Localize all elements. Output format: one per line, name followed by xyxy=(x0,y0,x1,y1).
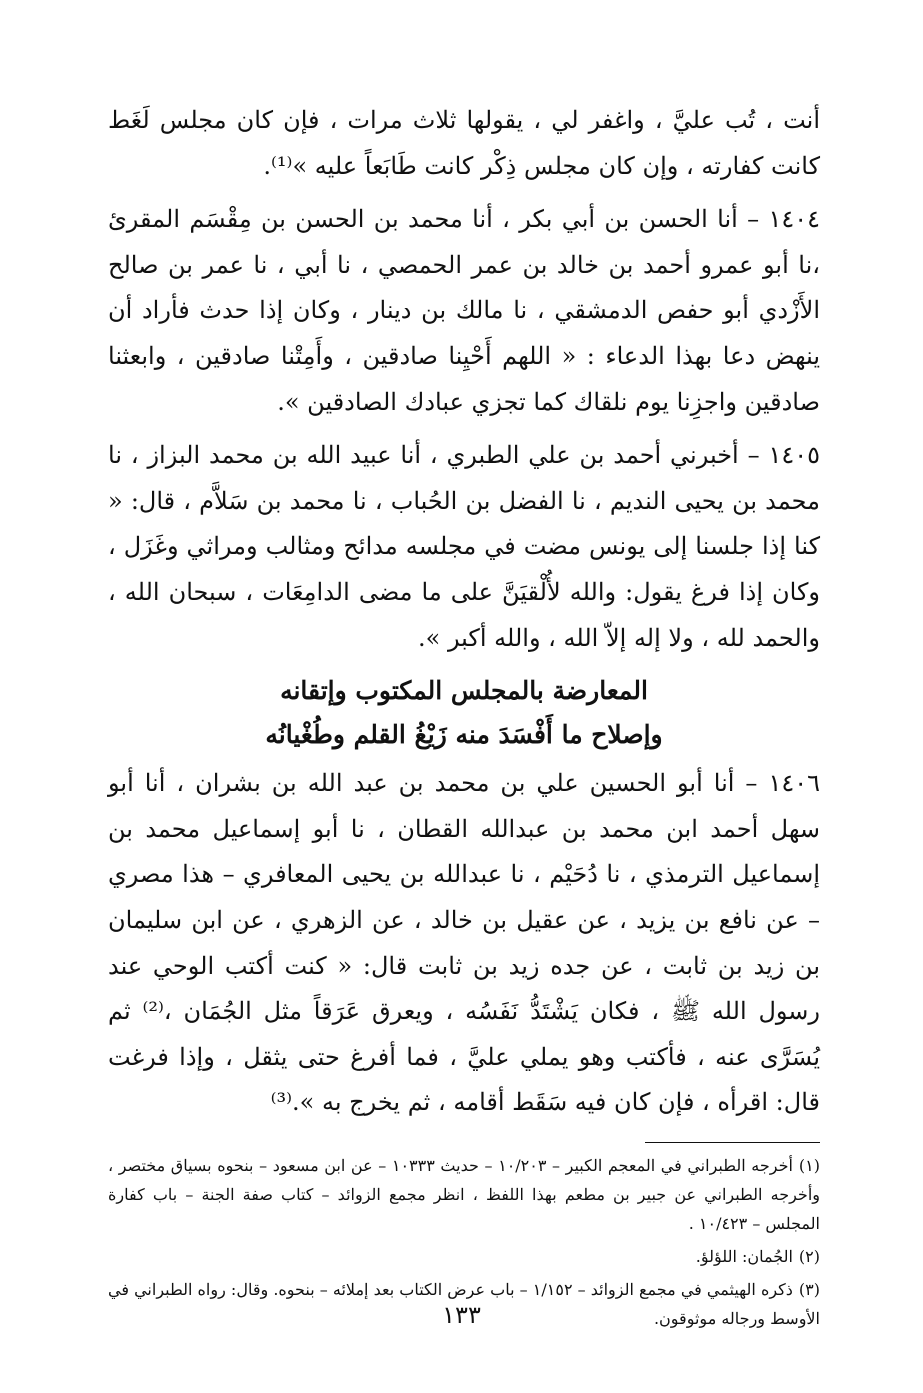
footnote-2 xyxy=(108,1242,820,1271)
section-heading-line-1: المعارضة بالمجلس المكتوب وإتقانه xyxy=(280,676,648,706)
footnote-text: أخرجه الطبراني في المعجم الكبير – ١٠/٢٠٣ – حديث ١٠٣٣٣ – عن ابن مسعود – بنحوه بسياق مختصر ، وأخرجه الطبراني عن جبير بن مطعم بهذا اللفظ ، انظر مجمع الزوائد – كتاب صفة الجنة – باب كفارة المجلس – ١٠/٤٢٣ . xyxy=(108,1155,820,1233)
page-number: ١٣٣ xyxy=(442,1301,481,1329)
footnote-divider xyxy=(645,1142,820,1143)
paragraph-continuation: أنت ، تُب عليَّ ، واغفر لي ، يقولها ثلاث مرات ، فإن كان مجلس لَغَط كانت كفارته ، وإن كان مجلس ذِكْر كانت طَابَعاً عليه »⁽¹⁾. xyxy=(108,106,820,180)
footnote-text: ذكره الهيثمي في مجمع الزوائد – ١/١٥٢ – باب عرض الكتاب بعد إملائه – بنحوه. وقال: رواه الطبراني في الأوسط ورجاله موثوقون. xyxy=(108,1279,820,1328)
footnote-text: الجُمان: اللؤلؤ. xyxy=(695,1246,793,1266)
paragraph-1404: ١٤٠٤ – أنا الحسن بن أبي بكر ، أنا محمد بن الحسن بن مِقْسَم المقرئ ،نا أبو عمرو أحمد بن خالد بن عمر الحمصي ، نا أبي ، نا عمر بن صالح الأَزْدي أبو حفص الدمشقي ، نا مالك بن دينار ، وكان إذا حدث فأراد أن ينهض دعا بهذا الدعاء : « اللهم أَحْيِنا صادقين ، وأَمِتْنا صادقين ، وابعثنا صادقين واجزِنا يوم نلقاك كما تجزي عبادك الصادقين ». xyxy=(108,205,820,416)
paragraph-1405: ١٤٠٥ – أخبرني أحمد بن علي الطبري ، أنا عبيد الله بن محمد البزاز ، نا محمد بن يحيى النديم ، نا الفضل بن الحُباب ، نا محمد بن سَلاَّم ، قال: « كنا إذا جلسنا إلى يونس مضت في مجلسه مدائح ومثالب ومراثي وغَزَل ، وكان إذا فرغ يقول: والله لأُلْقيَنَّ على ما مضى الدامِعَات ، سبحان الله ، والحمد لله ، ولا إله إلاّ الله ، والله أكبر ». xyxy=(108,441,820,652)
footnote-1 xyxy=(108,1151,820,1238)
paragraph-1406: ١٤٠٦ – أنا أبو الحسين علي بن محمد بن عبد الله بن بشران ، أنا أبو سهل أحمد ابن محمد بن عبدالله القطان ، نا أبو إسماعيل محمد بن إسماعيل الترمذي ، نا دُحَيْم ، نا عبدالله بن يحيى المعافري – هذا مصري – عن نافع بن يزيد ، عن عقيل بن خالد ، عن الزهري ، عن ابن سليمان بن زيد بن ثابت ، عن جده زيد بن ثابت قال: « كنت أكتب الوحي عند رسول الله ﷺ ، فكان يَشْتَدُّ نَفَسُه ، ويعرق عَرَقاً مثل الجُمَان ،⁽²⁾ ثم يُسَرَّى عنه ، فأكتب وهو يملي عليَّ ، فما أفرغ حتى يثقل ، وإذا فرغت قال: اقرأه ، فإن كان فيه سَقَط أقامه ، ثم يخرج به ».⁽³⁾ xyxy=(108,769,820,1117)
footnote-marker: (٣) xyxy=(798,1279,821,1299)
book-page xyxy=(108,98,820,1337)
section-heading-line-2: وإصلاح ما أَفْسَدَ منه زَيْغُ القلم وطُغْيانُه xyxy=(265,720,663,750)
section-heading xyxy=(108,669,820,757)
footnote-marker: (٢) xyxy=(798,1246,820,1266)
footnote-marker: (١) xyxy=(798,1155,821,1175)
